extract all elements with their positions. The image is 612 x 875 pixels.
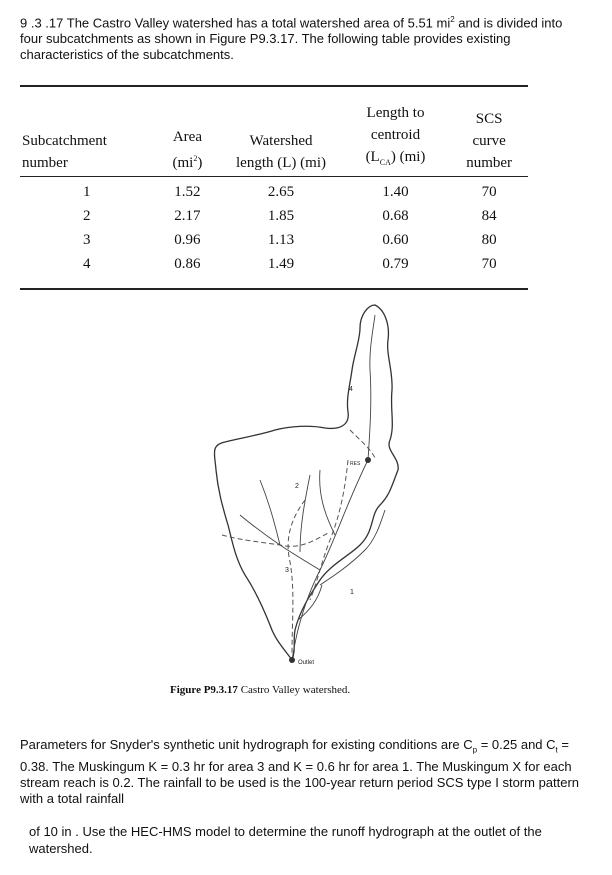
divide-4 <box>350 430 376 460</box>
stream-3 <box>298 585 322 620</box>
area-2-label: 2 <box>295 483 299 490</box>
stream-4 <box>368 315 375 460</box>
header-scs: SCS curve number <box>466 111 513 171</box>
header-area: Area $(mi^2)$ <box>172 129 203 171</box>
table-bottom-rule <box>20 288 528 290</box>
watershed-map <box>200 300 420 680</box>
watershed-boundary <box>214 305 398 660</box>
table-top-rule <box>20 85 528 87</box>
header-subcatchment: Subcatchment number <box>22 133 107 171</box>
area-4-label: 4 <box>349 386 353 393</box>
header-watershed-length: Watershed length (L) (mi) <box>236 133 326 171</box>
problem-statement <box>20 12 585 63</box>
table-row: 2 2.17 1.85 0.68 84 <box>83 208 497 224</box>
area-1-label: 1 <box>350 589 354 596</box>
reservoir-label: RES <box>350 461 361 467</box>
table-row: 1 1.52 2.65 1.40 70 <box>83 184 497 200</box>
stream-2a <box>260 480 280 545</box>
stream-west <box>240 515 320 570</box>
header-centroid: Length to centroid $(L_{CA})$ (mi) <box>365 105 426 167</box>
outlet-label: Outlet <box>298 660 315 666</box>
task-paragraph: of 10 in . Use the HEC-HMS model to determine the runoff hydrograph at the outlet of the watershed. <box>29 824 542 856</box>
area-3-label: 3 <box>285 567 289 574</box>
stream-2b <box>300 475 310 552</box>
divide-3 <box>288 500 305 655</box>
problem-number: 9 .3 .17 <box>20 15 64 31</box>
intro-text: The Castro Valley watershed has a total watershed area of 5.51 mi <box>66 15 451 31</box>
subcatchment-table <box>20 90 528 276</box>
outlet-marker <box>289 657 295 663</box>
intro-text-rest: and is divided into four subcatchments as shown in Figure P9.3.17. The following table provides existing characteristics of the subcatchments. <box>20 15 563 63</box>
table-row: 4 0.86 1.49 0.79 70 <box>83 256 497 272</box>
stream-2c <box>320 470 335 535</box>
parameters-paragraph: Parameters for Snyder's synthetic unit hydrograph for existing conditions are $C_p = 0.25$ and $C_t = 0.38$. The Muskingum K = 0.3 hr for area 3 and K = 0.6 hr for area 1. The Muskingum X for each stream reach is 0.2. The rainfall to be used is the 100-year return period SCS type I storm pattern with a total rainfall <box>20 737 580 806</box>
reservoir-marker <box>365 457 371 463</box>
figure-caption: Figure P9.3.17 Castro Valley watershed. <box>170 684 351 696</box>
table-row: 3 0.96 1.13 0.60 80 <box>83 232 497 248</box>
divide-2-3 <box>222 532 330 546</box>
intro-superscript: 2 <box>450 15 455 24</box>
